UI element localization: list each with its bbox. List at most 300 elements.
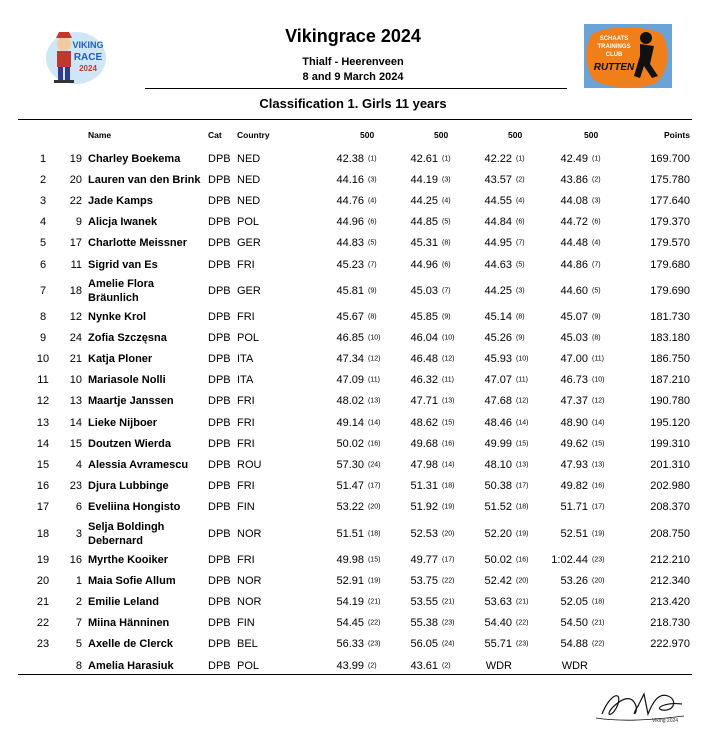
rank3-cell: (4) [516,197,525,205]
bib-cell: 9 [75,216,82,229]
cat-cell: DPB [208,527,231,540]
col-distance2-header: 500 [434,130,449,140]
rank3-cell: (23) [516,640,529,648]
cat-cell: DPB [208,258,231,271]
rank2-cell: (6) [442,261,451,269]
svg-text:RUTTEN: RUTTEN [593,62,635,73]
rank2-cell: (15) [442,419,455,427]
time3-cell: 44.84 [484,216,512,229]
time3-cell: 45.26 [484,331,512,344]
time2-cell: 53.75 [410,574,438,587]
bib-cell: 6 [75,501,82,514]
name-cell: Zofia Szczęsna [88,331,167,344]
rank3-cell: (8) [516,313,525,321]
rank-cell: 21 [36,595,50,608]
time4-cell: 49.82 [560,480,588,493]
time4-cell: 47.37 [560,395,588,408]
time2-cell: 46.48 [410,353,438,366]
name-cell: Lieke Nijboer [88,416,158,429]
name-cell: Charley Boekema [88,152,181,165]
time4-cell: 53.26 [560,574,588,587]
time3-cell: 55.71 [484,638,512,651]
time2-cell: 51.92 [410,501,438,514]
rank2-cell: (19) [442,503,455,511]
name-cell: Axelle de Clerck [88,638,173,651]
rank4-cell: (5) [592,287,601,295]
table-row [0,306,706,327]
time2-cell: 44.19 [410,173,438,186]
country-cell: NED [237,194,261,207]
rank1-cell: (6) [368,218,377,226]
rank4-cell: (22) [592,640,605,648]
rank2-cell: (22) [442,577,455,585]
svg-text:SCHAATS: SCHAATS [599,36,629,42]
time2-cell: 52.53 [410,527,438,540]
time1-cell: 42.38 [336,152,364,165]
results-table [0,148,706,676]
time1-cell: 56.33 [336,638,364,651]
rank2-cell: (14) [442,461,455,469]
col-points-header: Points [664,130,690,140]
name-cell: Myrthe Kooiker [88,553,169,566]
rank1-cell: (10) [368,334,381,342]
rank4-cell: (8) [592,334,601,342]
rank3-cell: (9) [516,334,525,342]
time1-cell: 44.96 [336,216,364,229]
rank4-cell: (2) [592,176,601,184]
points-cell: 195.120 [650,416,690,429]
bib-cell: 22 [69,194,82,207]
time1-cell: 53.22 [336,501,364,514]
rank-cell: 18 [36,527,50,540]
rank3-cell: (11) [516,376,528,384]
rank-cell: 15 [36,459,50,472]
rank1-cell: (17) [368,482,381,490]
name-cell: Djura Lubbinge [88,480,169,493]
rank-cell: 2 [39,173,47,186]
time3-cell: 44.55 [484,194,512,207]
name-cell: Katja Ploner [88,353,153,366]
time4-cell: 48.90 [560,416,588,429]
time4-cell: 44.48 [560,237,588,250]
cat-cell: DPB [208,331,231,344]
points-cell: 177.640 [650,194,690,207]
table-row [0,476,706,497]
table-row [0,634,706,655]
rank1-cell: (16) [368,440,381,448]
signature [592,684,692,724]
signature-text: Viking 2024 [652,718,679,724]
rank2-cell: (23) [442,619,455,627]
time1-cell: 47.34 [336,353,364,366]
time2-cell: 44.85 [410,216,438,229]
table-row [0,412,706,433]
rank1-cell: (7) [368,261,377,269]
classification-title: Classification 1. Girls 11 years [259,96,447,111]
rank3-cell: (20) [516,577,529,585]
bib-cell: 24 [69,331,82,344]
bib-cell: 23 [69,480,82,493]
rank-cell: 12 [36,395,50,408]
country-cell: POL [237,659,260,672]
rank3-cell: (22) [516,619,529,627]
time3-cell: 48.10 [484,459,512,472]
points-cell: 201.310 [650,459,690,472]
rank3-cell: (1) [516,155,525,163]
country-cell: ITA [237,353,254,366]
table-row [0,254,706,275]
bib-cell: 18 [69,284,82,297]
rank1-cell: (20) [368,503,381,511]
country-cell: FRI [237,258,255,271]
name-cell: Doutzen Wierda [88,437,172,450]
points-cell: 181.730 [650,310,690,323]
time1-cell: 44.76 [336,194,364,207]
cat-cell: DPB [208,374,231,387]
time1-cell: 54.45 [336,617,364,630]
time1-cell: 57.30 [336,459,364,472]
time3-cell: 44.25 [484,284,512,297]
time3-cell: 43.57 [484,173,512,186]
rank2-cell: (8) [442,239,451,247]
time2-cell: 55.38 [410,617,438,630]
time4-cell: 44.08 [560,194,588,207]
time1-cell: 45.67 [336,310,364,323]
time4-cell: 44.60 [560,284,588,297]
time1-cell: 48.02 [336,395,364,408]
divider [145,88,567,89]
table-row [0,190,706,211]
rank2-cell: (17) [442,556,455,564]
cat-cell: DPB [208,173,231,186]
time2-cell: 42.61 [410,152,438,165]
rank2-cell: (21) [442,598,455,606]
cat-cell: DPB [208,310,231,323]
bib-cell: 2 [75,595,82,608]
rank-cell: 19 [36,553,50,566]
country-cell: NOR [237,595,262,608]
table-row [0,148,706,169]
rank1-cell: (22) [368,619,381,627]
points-cell: 179.570 [650,237,690,250]
country-cell: GER [237,284,261,297]
time4-cell: 45.07 [560,310,588,323]
rank-cell: 14 [36,437,50,450]
rank1-cell: (18) [368,530,381,537]
time2-cell: 49.77 [410,553,438,566]
time3-cell: 52.20 [484,527,512,540]
name-cell: Alicja Iwanek [88,216,158,229]
cat-cell: DPB [208,395,231,408]
country-cell: FRI [237,310,255,323]
time4-cell: 43.86 [560,173,588,186]
divider [18,674,692,675]
points-cell: 212.210 [650,553,690,566]
time4-cell: 52.05 [560,595,588,608]
rank2-cell: (7) [442,287,451,295]
svg-text:TRAININGS: TRAININGS [597,44,631,50]
rank1-cell: (24) [368,461,381,469]
cat-cell: DPB [208,353,231,366]
rank2-cell: (11) [442,376,454,384]
name-cell: Maartje Janssen [88,395,174,408]
rank4-cell: (16) [592,482,605,490]
country-cell: POL [237,331,260,344]
time3-cell: 47.07 [484,374,512,387]
col-cat-header: Cat [208,130,222,140]
col-distance4-header: 500 [584,130,599,140]
rank1-cell: (15) [368,556,381,564]
bib-cell: 4 [75,459,82,472]
rank3-cell: (2) [516,176,525,184]
bib-cell: 16 [69,553,82,566]
rank3-cell: (18) [516,503,529,511]
bib-cell: 11 [70,258,82,271]
table-row [0,497,706,518]
rank4-cell: (15) [592,440,605,448]
name-cell: Alessia Avramescu [88,459,189,472]
rank-cell: 20 [36,574,50,587]
rank4-cell: (9) [592,313,601,321]
table-row [0,169,706,190]
country-cell: FRI [237,416,255,429]
rank-cell: 22 [36,617,50,630]
points-cell: 202.980 [650,480,690,493]
country-cell: BEL [237,638,258,651]
col-distance3-header: 500 [508,130,523,140]
rank2-cell: (16) [442,440,455,448]
time3-cell: 54.40 [484,617,512,630]
rank4-cell: (23) [592,556,605,564]
country-cell: FIN [237,617,255,630]
country-cell: NOR [237,527,262,540]
rank-cell: 7 [39,284,47,297]
rank-cell: 8 [39,310,47,323]
rank-cell: 11 [37,374,49,387]
rank3-cell: (15) [516,440,529,448]
rank2-cell: (3) [442,176,451,184]
rank-cell: 1 [39,152,47,165]
points-cell: 212.340 [650,574,690,587]
bib-cell: 3 [75,527,82,540]
name-cell: Selja Boldingh Debernard [88,520,165,547]
cat-cell: DPB [208,574,231,587]
rank1-cell: (2) [368,662,377,670]
time3-cell: 52.42 [484,574,512,587]
time1-cell: 52.91 [336,574,364,587]
time2-cell: 46.32 [410,374,438,387]
country-cell: FRI [237,395,255,408]
table-row [0,655,706,676]
country-cell: NOR [237,574,262,587]
time1-cell: 44.16 [336,173,364,186]
bib-cell: 19 [69,152,82,165]
rank4-cell: (13) [592,461,605,469]
rank3-cell: (16) [516,556,529,564]
bib-cell: 13 [69,395,82,408]
time2-cell: 53.55 [410,595,438,608]
rank-cell: 6 [39,258,47,271]
cat-cell: DPB [208,216,231,229]
table-row [0,570,706,591]
name-cell: Nynke Krol [88,310,147,323]
rank1-cell: (9) [368,287,377,295]
rank3-cell: (6) [516,218,525,226]
rank4-cell: (21) [592,619,605,627]
points-cell: 190.780 [650,395,690,408]
bib-cell: 20 [69,173,82,186]
name-cell: Eveliina Hongisto [88,501,181,514]
name-cell: Emilie Leland [88,595,159,608]
name-cell: Maia Sofie Allum [88,574,176,587]
bib-cell: 15 [69,437,82,450]
time4-cell: 54.88 [560,638,588,651]
time3-cell: 48.46 [484,416,512,429]
cat-cell: DPB [208,416,231,429]
rank1-cell: (8) [368,313,377,321]
rank3-cell: (17) [516,482,529,490]
rank1-cell: (23) [368,640,381,648]
rank2-cell: (10) [442,334,455,342]
cat-cell: DPB [208,237,231,250]
time2-cell: 44.96 [410,258,438,271]
rank4-cell: (12) [592,397,605,405]
time4-cell: 44.86 [560,258,588,271]
points-cell: 186.750 [650,353,690,366]
rank3-cell: (5) [516,261,525,269]
time2-cell: 47.71 [410,395,438,408]
time3-cell: 47.68 [484,395,512,408]
points-cell: 179.690 [650,284,690,297]
table-row [0,212,706,233]
points-cell: 169.700 [650,152,690,165]
rank2-cell: (18) [442,482,455,490]
table-row [0,433,706,454]
bib-cell: 7 [75,617,82,630]
rank-cell: 13 [36,416,50,429]
rank2-cell: (13) [442,397,455,405]
rank2-cell: (9) [442,313,451,321]
table-row [0,327,706,348]
time2-cell: 46.04 [410,331,438,344]
rank4-cell: (14) [592,419,605,427]
time2-cell: 44.25 [410,194,438,207]
name-cell: Lauren van den Brink [88,173,201,186]
rank3-cell: (19) [516,530,529,537]
country-cell: FRI [237,437,255,450]
points-cell: 179.370 [650,216,690,229]
event-title: Vikingrace 2024 [285,26,421,46]
bib-cell: 12 [69,310,82,323]
points-cell: 175.780 [650,173,690,186]
table-row [0,591,706,612]
time4-cell: 45.03 [560,331,588,344]
bib-cell: 14 [69,416,82,429]
time1-cell: 49.14 [336,416,364,429]
table-row [0,391,706,412]
rank2-cell: (20) [442,530,455,537]
table-row [0,613,706,634]
rank4-cell: (6) [592,218,601,226]
rank1-cell: (11) [368,376,380,384]
country-cell: FRI [237,480,255,493]
rank2-cell: (24) [442,640,455,648]
cat-cell: DPB [208,659,231,672]
country-cell: NED [237,152,261,165]
bib-cell: 1 [75,574,82,587]
rank3-cell: (10) [516,355,529,363]
bib-cell: 5 [75,638,82,651]
points-cell: 222.970 [650,638,690,651]
country-cell: ROU [237,459,262,472]
time1-cell: 44.83 [336,237,364,250]
time1-cell: 46.85 [336,331,364,344]
rank4-cell: (17) [592,503,605,511]
rank3-cell: (12) [516,397,529,405]
time2-cell: 45.31 [410,237,438,250]
name-cell: Jade Kamps [88,194,153,207]
country-cell: GER [237,237,261,250]
bib-cell: 17 [69,237,82,250]
time1-cell: 47.09 [336,374,364,387]
bib-cell: 8 [75,659,82,672]
points-cell: 187.210 [650,374,690,387]
time4-cell: 42.49 [560,152,588,165]
time2-cell: 51.31 [410,480,438,493]
rank3-cell: (14) [516,419,529,427]
divider [18,119,692,120]
time3-cell: 45.93 [484,353,512,366]
table-row [0,233,706,254]
cat-cell: DPB [208,437,231,450]
country-cell: POL [237,216,260,229]
time1-cell: 50.02 [336,437,364,450]
time1-cell: 45.81 [336,284,364,297]
rank2-cell: (4) [442,197,451,205]
cat-cell: DPB [208,617,231,630]
cat-cell: DPB [208,501,231,514]
rank1-cell: (4) [368,197,377,205]
event-venue: Thialf - Heerenveen [302,56,404,68]
time2-cell: 49.68 [410,437,438,450]
name-cell: Amelia Harasiuk [88,659,174,672]
country-cell: NED [237,173,261,186]
time2-cell: 45.85 [410,310,438,323]
country-cell: FIN [237,501,255,514]
svg-text:RACE: RACE [73,52,103,63]
name-cell: Mariasole Nolli [88,374,166,387]
cat-cell: DPB [208,152,231,165]
cat-cell: DPB [208,194,231,207]
country-cell: ITA [237,374,254,387]
rank1-cell: (12) [368,355,381,363]
time2-cell: 47.98 [410,459,438,472]
time1-cell: 49.98 [336,553,364,566]
name-cell: Miina Hänninen [88,617,170,630]
rank-cell: 3 [39,194,47,207]
time2-cell: 48.62 [410,416,438,429]
rank2-cell: (1) [442,155,451,163]
bib-cell: 21 [69,353,82,366]
time3-cell: 50.02 [484,553,512,566]
table-row [0,370,706,391]
rank-cell: 23 [36,638,50,651]
time4-cell: 47.00 [560,353,588,366]
rank4-cell: (18) [592,598,605,606]
time1-cell: 43.99 [336,659,364,672]
time2-cell: 56.05 [410,638,438,651]
time3-cell: 49.99 [484,437,512,450]
